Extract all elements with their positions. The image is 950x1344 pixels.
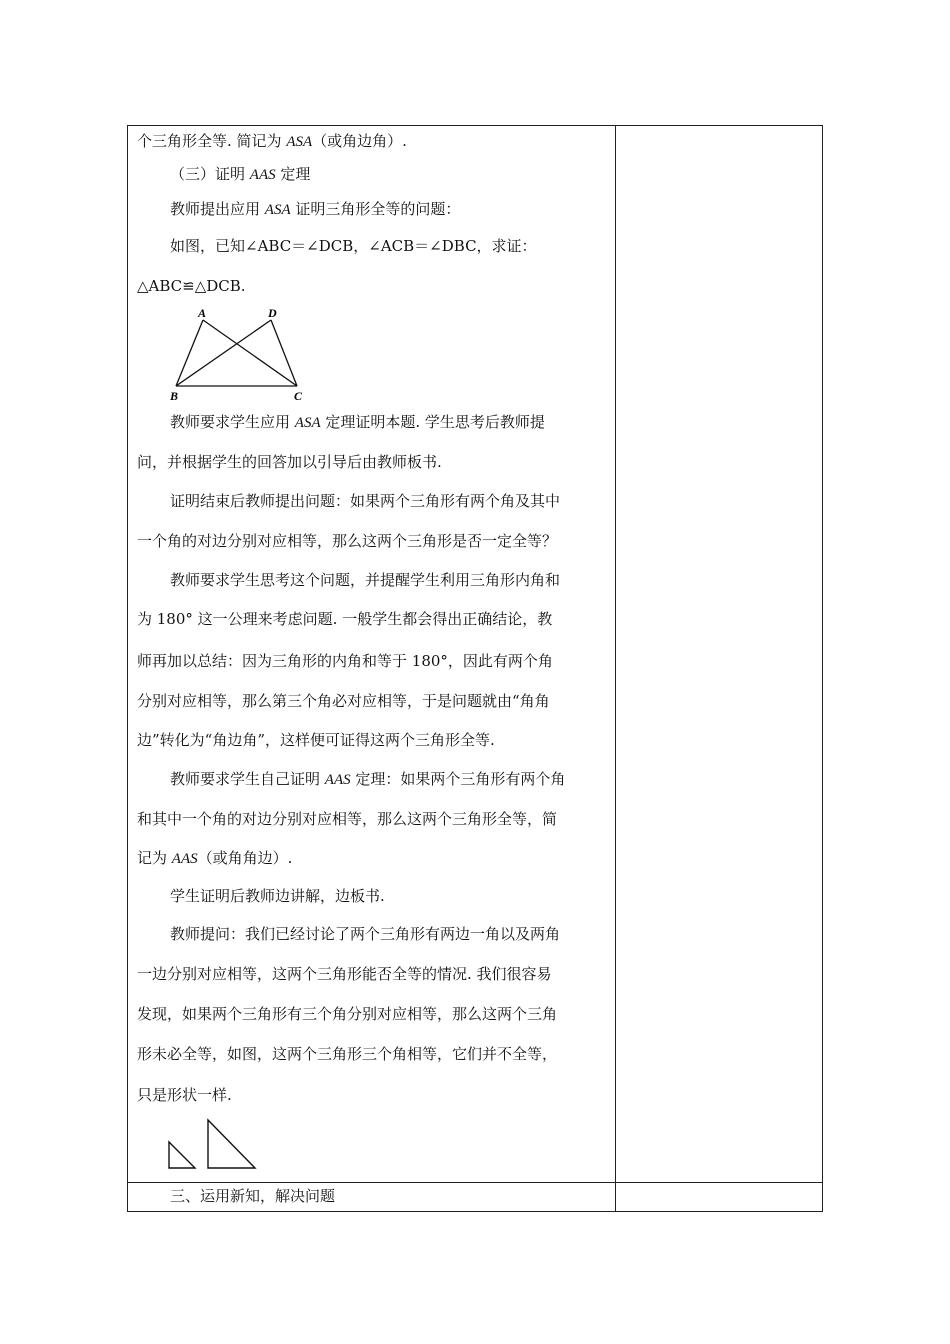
column-divider	[615, 125, 616, 1212]
text-line: 形未必全等，如图，这两个三角形三个角相等，它们并不全等，	[137, 1045, 558, 1063]
text-line: 发现，如果两个三角形有三个角分别对应相等，那么这两个三角	[137, 1005, 558, 1023]
section-heading: 三、运用新知，解决问题	[170, 1187, 336, 1205]
text-line: 教师提出应用 ASA 证明三角形全等的问题：	[170, 200, 461, 218]
label-b: B	[170, 389, 179, 403]
text-line: 个三角形全等. 简记为 ASA（或角边角）.	[137, 132, 407, 150]
text-line: 教师提问：我们已经讨论了两个三角形有两边一角以及两角	[170, 925, 561, 943]
text-line: 和其中一个角的对边分别对应相等，那么这两个三角形全等，简	[137, 810, 558, 828]
segment-ac	[203, 320, 297, 386]
text-line: 一边分别对应相等，这两个三角形能否全等的情况. 我们很容易	[137, 965, 552, 983]
text-line: 问，并根据学生的回答加以引导后由教师板书.	[137, 453, 442, 471]
text-line: 一个角的对边分别对应相等，那么这两个三角形是否一定全等？	[137, 532, 558, 550]
similar-triangles-figure	[160, 1115, 270, 1173]
segment-db	[176, 320, 271, 386]
text-line: 教师要求学生应用 ASA 定理证明本题. 学生思考后教师提	[170, 413, 545, 431]
text-line: 学生证明后教师边讲解，边板书.	[170, 887, 385, 905]
text-line: 只是形状一样.	[137, 1086, 232, 1104]
text-line: 为 180° 这一公理来考虑问题. 一般学生都会得出正确结论，教	[137, 610, 553, 628]
text-line: 如图，已知∠ABC＝∠DCB，∠ACB＝∠DBC，求证：	[170, 237, 537, 255]
text-line: △ABC≌△DCB.	[137, 277, 246, 295]
text-line: 记为 AAS（或角角边）.	[137, 849, 293, 867]
small-triangle	[169, 1142, 195, 1168]
label-a: A	[198, 306, 207, 320]
text-line: 师再加以总结：因为三角形的内角和等于 180°，因此有两个角	[137, 652, 553, 670]
large-triangle	[208, 1120, 255, 1168]
section-heading: （三）证明 AAS 定理	[170, 165, 311, 183]
text-line: 教师要求学生思考这个问题，并提醒学生利用三角形内角和	[170, 571, 561, 589]
label-d: D	[268, 306, 277, 320]
triangle-figure-abcd	[160, 303, 320, 405]
text-line: 教师要求学生自己证明 AAS 定理：如果两个三角形有两个角	[170, 770, 566, 788]
row-divider	[127, 1182, 823, 1183]
label-c: C	[294, 389, 303, 403]
text-line: 证明结束后教师提出问题：如果两个三角形有两个角及其中	[170, 492, 561, 510]
text-line: 分别对应相等，那么第三个角必对应相等，于是问题就由“角角	[137, 692, 550, 710]
text-line: 边”转化为“角边角”，这样便可证得这两个三角形全等.	[137, 731, 495, 749]
